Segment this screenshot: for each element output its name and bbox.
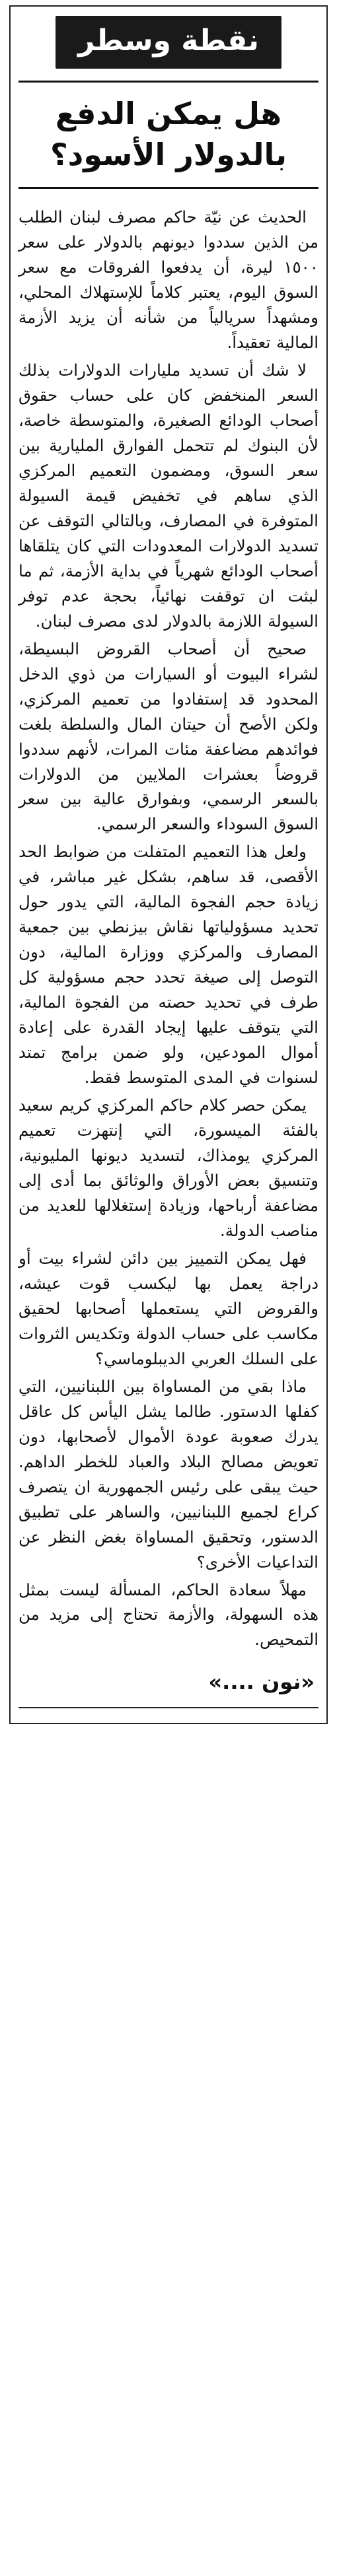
- paragraph-3: صحيح أن أصحاب القروض البسيطة، لشراء البيوت أو السيارات من ذوي الدخل المحدود قد إستفادوا من تعميم المركزي، ولكن الأصح أن حيتان المال والسلطة بلغت فوائدهم مضاعفة مئات المرات، لأنهم سددوا قروضاً بعشرات الملايين من الدولارات بالسعر الرسمي، وبفوارق عالية بين سعر السوق السوداء والسعر الرسمي.: [19, 639, 318, 834]
- rubric-label: نقطة وسطر: [56, 16, 281, 69]
- paragraph-6: فهل يمكن التمييز بين دائن لشراء بيت أو دراجة يعمل بها ليكسب قوت عيشه، والقروض التي يستعملها أصحابها لحقيق مكاسب على حساب الدولة وتكديس الثروات على السلك العربي الديبلوماسي؟: [19, 1248, 318, 1368]
- article-headline: هل يمكن الدفع بالدولار الأسود؟: [50, 96, 287, 173]
- author-signature: «نون ....»: [208, 1669, 315, 1695]
- column-rubric: [19, 16, 318, 69]
- paragraph-8: مهلاً سعادة الحاكم، المسألة ليست بمثل هذه السهولة، والأزمة تحتاج إلى مزيد من التمحيص.: [19, 1580, 318, 1650]
- article-body: [19, 205, 318, 1652]
- paragraph-5: يمكن حصر كلام حاكم المركزي كريم سعيد بالفئة الميسورة، التي إنتهزت تعميم المركزي يومذاك، لتسديد ديونها المليونية، وتنسيق بعض الأوراق والوثائق بما أدى إلى مضاعفة أرباحها، وزيادة إستغلالها للعديد من مناصب الدولة.: [19, 1096, 318, 1240]
- bottom-divider: [19, 1707, 318, 1708]
- paragraph-7: ماذا بقي من المساواة بين اللبنانيين، التي كفلها الدستور. طالما يشل اليأس كل عاقل يدرك صعوبة عودة الأموال لأصحابها، دون تعويض مصالح البلاد والعباد للخطر الداهم. حيث يبقى على رئيس الجمهورية ان يتصرف كراع لجميع اللبنانيين، والساهر على تطبيق الدستور، وتحقيق المساواة بغض النظر عن التداعيات الأخرى؟: [19, 1376, 318, 1572]
- paragraph-1: الحديث عن نيّة حاكم مصرف لبنان الطلب من الذين سددوا ديونهم بالدولار على سعر ١٥٠٠ ليرة، أن يدفعوا الفروقات مع سعر السوق اليوم، يعتبر كلاماً للإستهلاك المحلي، ومشهداً سريالياً من شأنه أن يزيد الأزمة المالية تعقيداً.: [19, 207, 318, 353]
- paragraph-4: ولعل هذا التعميم المتفلت من ضوابط الحد الأقصى، قد ساهم، بشكل غير مباشر، في زيادة حجم الفجوة المالية، التي يدور حول تحديد مسؤولياتها نقاش بيزنطي بين جمعية المصارف والمركزي ووزارة المالية، دون التوصل إلى صيغة تحدد حجم مسؤولية كل طرف في تحديد حصته من الفجوة المالية، التي يتوقف عليها إيجاد القدرة على إعادة أموال المودعين، ولو ضمن برامج تمتد لسنوات في المدى المتوسط فقط.: [19, 842, 318, 1088]
- headline-block: [19, 81, 318, 189]
- paragraph-2: لا شك أن تسديد مليارات الدولارات بذلك السعر المنخفض كان على حساب حقوق أصحاب الودائع الصغيرة، والمتوسطة خاصة، لأن البنوك لم تتحمل الفوارق المليارية بين سعر السوق، ومضمون التعميم المركزي الذي ساهم في تخفيض قيمة السيولة المتوفرة في المصارف، وبالتالي التوقف عن تسديد الدولارات المعدودات التي كان يتلقاها أصحاب الودائع شهرياً في بداية الأزمة، ثم ما لبثت ان توقفت نهائياً، بحجة عدم توفر السيولة اللازمة بالدولار لدى مصرف لبنان.: [19, 361, 318, 631]
- column-frame: [9, 5, 328, 1724]
